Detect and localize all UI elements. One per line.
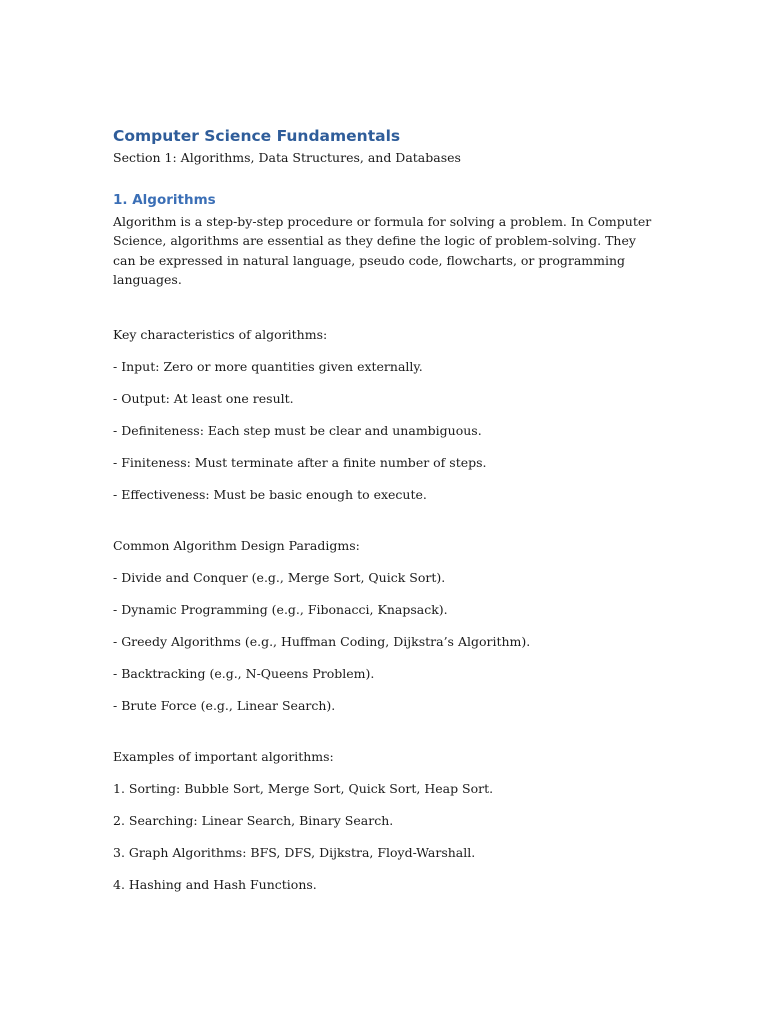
list-item: - Dynamic Programming (e.g., Fibonacci, Knapsack). <box>113 602 448 618</box>
examples-lead: Examples of important algorithms: <box>113 749 334 765</box>
characteristics-lead: Key characteristics of algorithms: <box>113 327 328 343</box>
list-item: - Input: Zero or more quantities given externally. <box>113 359 423 375</box>
list-item: - Effectiveness: Must be basic enough to execute. <box>113 487 427 503</box>
paradigms-block <box>113 537 653 714</box>
characteristics-block <box>113 326 653 503</box>
document-title: Computer Science Fundamentals <box>113 127 401 145</box>
paradigms-lead: Common Algorithm Design Paradigms: <box>113 538 360 554</box>
document-page <box>113 126 653 893</box>
intro-paragraph: Algorithm is a step-by-step procedure or formula for solving a problem. In Computer Science, algorithms are essential as they define the logic of problem-solving. They can be expressed in natural language, pseudo code, flowcharts, or programming languages. <box>113 214 652 287</box>
list-item: 2. Searching: Linear Search, Binary Search. <box>113 813 394 829</box>
list-item: - Output: At least one result. <box>113 391 294 407</box>
document-subtitle: Section 1: Algorithms, Data Structures, and Databases <box>113 150 461 165</box>
list-item: - Brute Force (e.g., Linear Search). <box>113 698 336 714</box>
list-item: - Backtracking (e.g., N-Queens Problem). <box>113 666 375 682</box>
list-item: 3. Graph Algorithms: BFS, DFS, Dijkstra, Floyd-Warshall. <box>113 845 476 861</box>
list-item: - Definiteness: Each step must be clear and unambiguous. <box>113 423 482 439</box>
list-item: 1. Sorting: Bubble Sort, Merge Sort, Quick Sort, Heap Sort. <box>113 781 494 797</box>
examples-block <box>113 748 653 893</box>
section-heading: 1. Algorithms <box>113 192 216 208</box>
list-item: - Greedy Algorithms (e.g., Huffman Coding, Dijkstra’s Algorithm). <box>113 634 531 650</box>
list-item: - Divide and Conquer (e.g., Merge Sort, Quick Sort). <box>113 570 446 586</box>
list-item: 4. Hashing and Hash Functions. <box>113 877 317 893</box>
list-item: - Finiteness: Must terminate after a finite number of steps. <box>113 455 487 471</box>
